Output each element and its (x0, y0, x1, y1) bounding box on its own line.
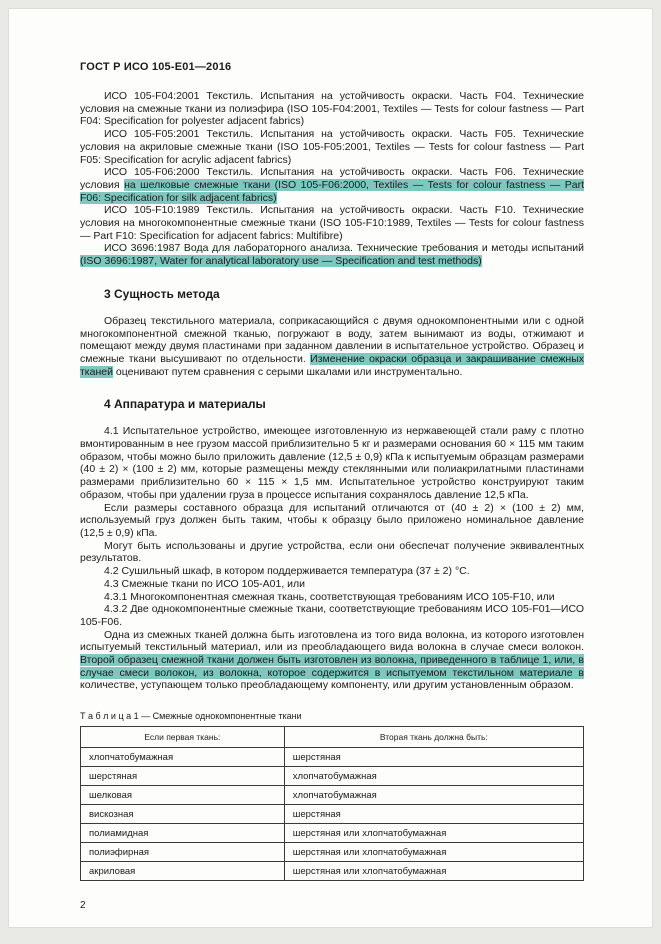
reference-iso105-f06 (80, 166, 584, 204)
table-cell-first-fabric: полиамидная (81, 824, 285, 843)
text-segment: ИСО 105-F06:2000 Текстиль. Испытания на устойчивость окраски. Часть F06. Технические условия (80, 166, 584, 191)
text-segment: Образец текстильного материала, соприкасающийся с двумя однокомпонентными или с одной многокомпонентной смежной тканью, погружают в воду, затем вынимают из воды, отжимают и помещают между двумя пластинами при заданном давлении в испытательное устройство. Образец и смежные ткани высушивают по отдельности. (80, 314, 584, 365)
table-cell-first-fabric: шелковая (81, 786, 285, 805)
clause-4-1-note-size: Если размеры составного образца для испытаний отличаются от (40 ± 2) × (100 ± 2) мм, используемый груз должен быть таким, чтобы к образцу было приложено номинальное давление (12,5 ± 0,9) кПа. (80, 501, 584, 539)
clause-4-3-adjacent-fabric-rule (80, 629, 584, 693)
table-cell-second-fabric: шерстяная (284, 748, 583, 767)
text-segment: Одна из смежных тканей должна быть изготовлена из того вида волокна, из которого изготовлен испытуемый текстильный материал, или из преобладающего вида волокна в случае смеси волокон. (80, 628, 584, 654)
reference-iso105-f10: ИСО 105-F10:1989 Текстиль. Испытания на устойчивость окраски. Часть F10. Технические условия на многокомпонентные смежные ткани (ISO 105-F10:1989, Textiles — Tests for colour fastness — Part F10: Specification for adjacent fabrics: Multifibre) (80, 204, 584, 242)
reference-iso3696 (80, 242, 584, 267)
clause-4-1: 4.1 Испытательное устройство, имеющее изготовленную из нержавеющей стали раму с плотно вмонтированным в нее грузом массой приблизительно 5 кг и размерами основания 60 × 115 мм таким образом, чтобы можно было приложить давление (12,5 ± 0,9) кПа к испытуемым образцам размерами (40 ± 2) × (100 ± 2) мм, которые размещены между стеклянными или полиакрилатными пластинами размерами приблизительно 60 × 115 × 1,5 мм. Испытательное устройство конструируют таким образом, чтобы при удалении груза в процессе испытания сохранялось давление 12,5 кПа. (80, 425, 584, 501)
table-cell-second-fabric: шерстяная или хлопчатобумажная (284, 862, 583, 881)
highlighted-segment: Второй образец смежной ткани должен быть изготовлен из волокна, приведенного в таблице 1, или, в случае смеси волокон, из волокна, которое содержится в испытуемом текстильном материале в (80, 654, 584, 679)
table-cell-first-fabric: хлопчатобумажная (81, 748, 285, 767)
normative-references (80, 90, 584, 268)
highlighted-segment: Изменение окраски образца и закрашивание смежных тканей (80, 352, 584, 378)
table-row (81, 824, 584, 843)
table-cell-second-fabric: шерстяная или хлопчатобумажная (284, 843, 583, 862)
text-segment: количестве, уступающем только преобладающему компоненту, или другим установленным образом. (80, 679, 574, 692)
clause-4-1-note-other: Могут быть использованы и другие устройства, если они обеспечат получение эквивалентных результатов. (80, 539, 584, 565)
clause-4-2: 4.2 Сушильный шкаф, в котором поддерживается температура (37 ± 2) °С. (104, 565, 470, 578)
table-header-row (81, 727, 584, 748)
reference-iso105-f04: ИСО 105-F04:2001 Текстиль. Испытания на устойчивость окраски. Часть F04. Технические условия на смежные ткани из полиэфира (ISO 105-F04:2001, Textiles — Tests for colour fastness — Part F04: Specification for polyester adjacent fabrics) (80, 90, 584, 128)
table-header-first-fabric: Если первая ткань: (81, 727, 285, 748)
text-segment: оценивают путем сравнения с серыми шкалами или инструментально. (112, 365, 463, 378)
adjacent-fabrics-table (80, 726, 584, 881)
table-cell-first-fabric: полиэфирная (81, 843, 285, 862)
reference-iso105-f05: ИСО 105-F05:2001 Текстиль. Испытания на устойчивость окраски. Часть F05. Технические условия на акриловые смежные ткани (ISO 105-F05:2001, Textiles — Tests for colour fastness — Part F05: Specification for acrylic adjacent fabrics) (80, 128, 584, 166)
text-segment: ИСО 3696:1987 Вода для лабораторного анализа. Технические требования и методы испытаний (104, 242, 584, 255)
table-row (81, 862, 584, 881)
highlighted-segment: на шелковые смежные ткани (ISO 105-F06:2000, Textiles — Tests for colour fastness — Part F06: Specification for silk adjacent fabrics) (80, 178, 584, 204)
section-3-paragraph (80, 315, 584, 379)
document-page (8, 8, 653, 928)
table-caption: Т а б л и ц а 1 — Смежные однокомпонентные ткани (80, 711, 302, 722)
table-cell-first-fabric: вискозная (81, 805, 285, 824)
highlighted-segment: (ISO 3696:1987, Water for analytical laboratory use — Specification and test methods) (80, 255, 482, 268)
table-row (81, 805, 584, 824)
table-row (81, 843, 584, 862)
section-4-heading: 4 Аппаратура и материалы (104, 397, 266, 412)
page-number: 2 (80, 900, 86, 911)
doc-code: ГОСТ Р ИСО 105-Е01—2016 (80, 61, 232, 73)
table-cell-first-fabric: акриловая (81, 862, 285, 881)
clause-4-3-2: 4.3.2 Две однокомпонентные смежные ткани, соответствующие требованиям ИСО 105-F01—ИСО 105-F06. (80, 603, 584, 628)
table-cell-first-fabric: шерстяная (81, 767, 285, 786)
table-cell-second-fabric: хлопчатобумажная (284, 767, 583, 786)
table-cell-second-fabric: шерстяная или хлопчатобумажная (284, 824, 583, 843)
section-3-heading: 3 Сущность метода (104, 286, 220, 301)
table-row (81, 786, 584, 805)
table-row (81, 748, 584, 767)
table-row (81, 767, 584, 786)
table-cell-second-fabric: хлопчатобумажная (284, 786, 583, 805)
clause-4-3-1: 4.3.1 Многокомпонентная смежная ткань, соответствующая требованиям ИСО 105-F10, или (104, 590, 555, 603)
table-header-second-fabric: Вторая ткань должна быть: (284, 727, 583, 748)
table-cell-second-fabric: шерстяная (284, 805, 583, 824)
clause-4-3: 4.3 Смежные ткани по ИСО 105-А01, или (104, 577, 306, 590)
